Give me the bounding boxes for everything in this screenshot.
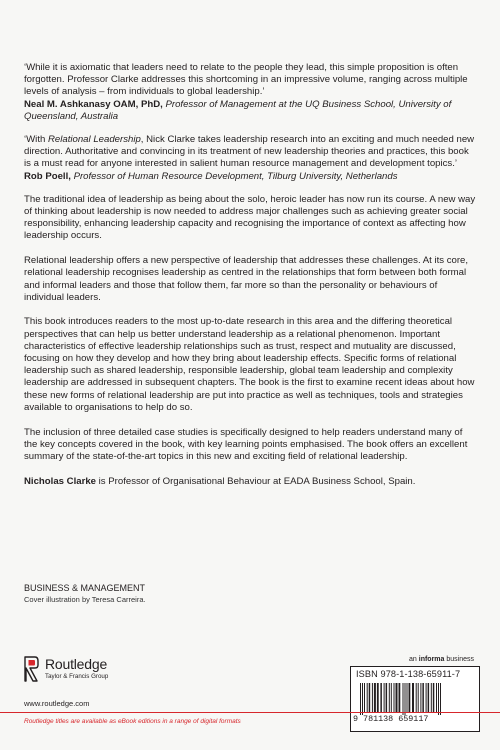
barcode-bar: [440, 683, 441, 715]
barcode-bar: [380, 683, 382, 712]
endorsement-2-book-title: Relational Leadership: [47, 134, 141, 146]
footer-rule: [0, 712, 500, 713]
barcode-bar: [399, 683, 401, 712]
barcode-bar: [362, 683, 363, 715]
publisher-logo-text: [45, 657, 108, 681]
barcode-bar: [377, 683, 379, 712]
barcode-bar: [374, 683, 376, 712]
blurb-paragraph-1: The traditional idea of leadership as being about the solo, heroic leader has now run its course. A new way of thinking about leadership is now needed to address major challenges such as achieving greater social responsibility, enhancing leadership capacity and recognising the importance of context as affecting how leadership occurs.: [24, 193, 476, 242]
ebook-availability-note: Routledge titles are available as eBook editions in a range of digital formats: [24, 718, 241, 725]
barcode-bar: [412, 683, 414, 712]
barcode-bar: [360, 683, 361, 715]
barcode-bar: [394, 683, 395, 712]
barcode-bar: [403, 683, 404, 715]
barcode-bar: [405, 683, 406, 715]
barcode-bar: [364, 683, 365, 712]
endorsement-1-affiliation: Professor of Management at the UQ Business School, University of Queensland, Australia: [24, 98, 452, 122]
barcode-bar: [420, 683, 421, 712]
endorsement-1-attribution: [24, 99, 476, 123]
publisher-website[interactable]: www.routledge.com: [24, 699, 90, 708]
publisher-group: Taylor & Francis Group: [45, 673, 109, 680]
informa-business-tag: [409, 656, 474, 663]
barcode-bar: [367, 683, 368, 712]
informa-prefix: an: [409, 656, 419, 663]
isbn-number: ISBN 978-1-138-65911-7: [356, 669, 461, 679]
isbn-barcode: [350, 666, 480, 732]
barcode-bar: [418, 683, 419, 712]
author-bio-text: is Professor of Organisational Behaviour at EADA Business School, Spain.: [96, 475, 416, 487]
endorsement-2-text-after: , Nick Clarke takes leadership research into an exciting and much needed new direction. Authoritative and convincing in its treatment of new leadership theories and practices, this book is a must read for anyone interested in salient human resource management and development topics.’: [24, 134, 475, 170]
routledge-r-icon: [24, 655, 39, 683]
endorsement-2-attribution: [24, 171, 476, 183]
barcode-bar: [372, 683, 373, 712]
blurb-paragraph-2: Relational leadership offers a new perspective of leadership that addresses these challenges. At its core, relational leadership recognises leadership as centred in the relationships that form between both formal and informal leaders and those that follow them, far more so than the personality or behaviours of individual leaders.: [24, 255, 469, 303]
endorsement-2-text: [24, 134, 476, 171]
endorsement-1-text: ‘While it is axiomatic that leaders need to relate to the people they lead, this simple proposition is often forgotten. Professor Clarke addresses this shortcoming in an impressive volume, ranging across multiple levels of analysis – from individuals to global leadership.’: [24, 62, 468, 98]
endorsement-2: [24, 134, 476, 183]
barcode-bar: [407, 683, 408, 712]
barcode-bar: [436, 683, 437, 712]
barcode-bar: [409, 683, 411, 712]
barcode-bar: [369, 683, 371, 712]
blurb-paragraph-4: The inclusion of three detailed case studies is specifically designed to help readers understand many of the key concepts covered in the book, with key learning points emphasised. The book offers an excellent summary of the state-of-the-art topics in this new and exciting field of relational leadership.: [24, 426, 468, 462]
barcode-bar: [416, 683, 417, 712]
barcode-bar: [391, 683, 392, 712]
blurb-paragraph-3: This book introduces readers to the most up-to-date research in this area and the differing theoretical perspectives that can help us better understand leadership as a relational phenomenon. Important characteristics of effective leadership relationships such as trust, respect and mutuality are discussed, focusing on how they develop and how they bring about leadership effects. Specific forms of relational leadership such as shared leadership, responsible leadership, global team leadership and complexity leadership are addressed in subsequent chapters. The book is the first to examine recent ideas about how these new forms of relational leadership are put into practice as well as techniques, tools and strategies available to organisations to help do so.: [24, 316, 475, 413]
barcode-bar: [438, 683, 439, 715]
barcode-bar: [433, 683, 435, 712]
subject-category: BUSINESS & MANAGEMENT: [24, 583, 146, 593]
endorsement-2-affiliation: Professor of Human Resource Development, Tilburg University, Netherlands: [73, 170, 398, 182]
barcode-bar: [422, 683, 424, 712]
author-name: Nicholas Clarke: [24, 475, 96, 487]
barcode-bar: [389, 683, 390, 712]
barcode-bar: [396, 683, 398, 712]
barcode-bar: [428, 683, 430, 712]
endorsement-1-name: Neal M. Ashkanasy OAM, PhD,: [24, 98, 163, 110]
publisher-name: Routledge: [45, 656, 108, 672]
barcode-digits: 9 781138 659117: [353, 714, 429, 724]
barcode-bar: [386, 683, 388, 712]
endorsement-2-name: Rob Poell,: [24, 170, 71, 182]
informa-suffix: business: [444, 656, 474, 663]
publisher-logo: [24, 655, 108, 683]
barcode-bar: [426, 683, 427, 712]
barcode-bars: [359, 683, 471, 715]
back-cover-text: [24, 62, 476, 500]
endorsement-1: [24, 62, 476, 123]
cover-credit: Cover illustration by Teresa Carreira.: [24, 595, 146, 604]
informa-name: informa: [418, 656, 445, 663]
barcode-bar: [431, 683, 432, 712]
author-bio: [24, 476, 476, 488]
endorsement-2-text-before: ‘With: [24, 134, 48, 146]
barcode-bar: [384, 683, 385, 712]
